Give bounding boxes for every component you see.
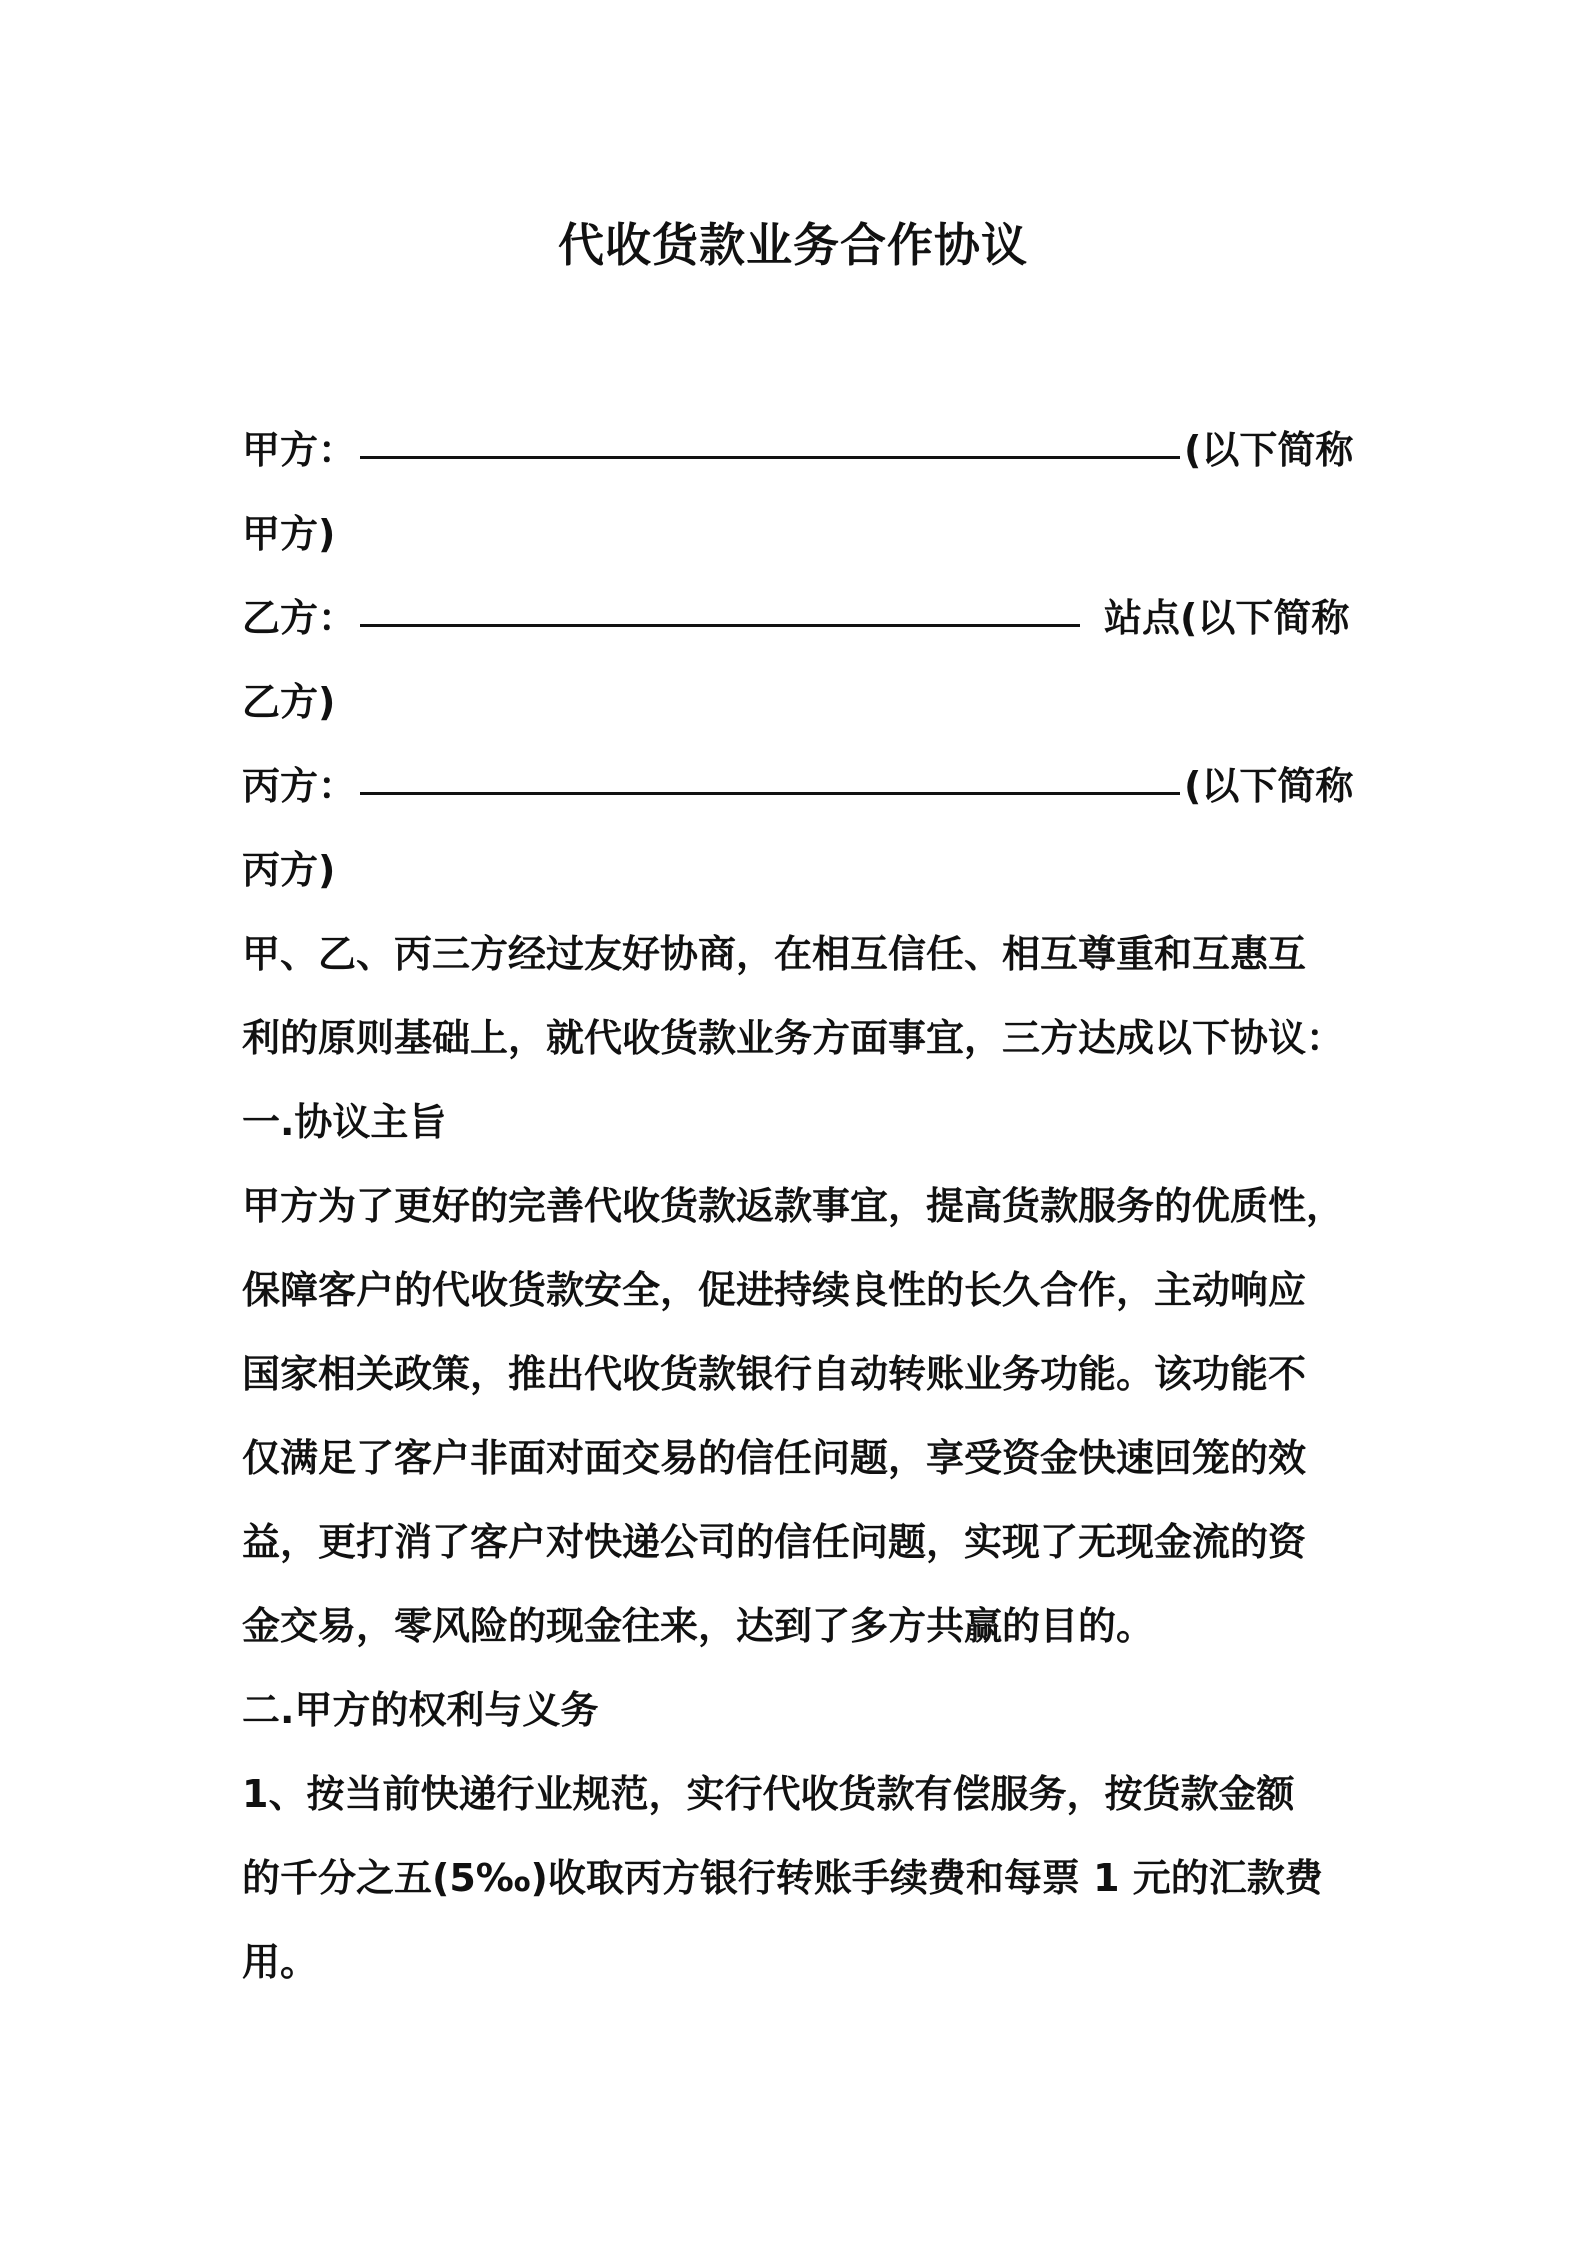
- section1-line-3: 国家相关政策，推出代收货款银行自动转账业务功能。该功能不: [242, 1352, 1307, 1396]
- section2-line-1: 1、按当前快递行业规范，实行代收货款有偿服务，按货款金额: [242, 1772, 1295, 1816]
- party-c-line: [242, 744, 1372, 828]
- party-b-line: [242, 576, 1372, 660]
- document-title: 代收货款业务合作协议: [558, 218, 1028, 272]
- party-a-line: [242, 408, 1372, 492]
- party-b-continuation: 乙方): [242, 680, 336, 724]
- intro-line-1: 甲、乙、丙三方经过友好协商，在相互信任、相互尊重和互惠互: [242, 932, 1307, 976]
- section2-line-2: 的千分之五(5‰)收取丙方银行转账手续费和每票 1 元的汇款费: [242, 1856, 1323, 1900]
- party-c-suffix: (以下简称: [1184, 764, 1354, 808]
- section2-line-3: 用。: [242, 1940, 319, 1984]
- party-c-label: 丙方：: [242, 764, 357, 808]
- section1-line-5: 益，更打消了客户对快递公司的信任问题，实现了无现金流的资: [242, 1520, 1307, 1564]
- section1-line-6: 金交易，零风险的现金往来，达到了多方共赢的目的。: [242, 1604, 1155, 1648]
- section2-heading: 二.甲方的权利与义务: [242, 1688, 599, 1732]
- intro-line-2: 利的原则基础上，就代收货款业务方面事宜，三方达成以下协议：: [242, 1016, 1345, 1060]
- party-b-suffix: 站点(以下简称: [1104, 596, 1350, 640]
- section1-line-2: 保障客户的代收货款安全，促进持续良性的长久合作，主动响应: [242, 1268, 1307, 1312]
- party-c-continuation: 丙方): [242, 848, 336, 892]
- section1-line-1: 甲方为了更好的完善代收货款返款事宜，提高货款服务的优质性，: [242, 1184, 1345, 1228]
- party-a-blank: [360, 416, 1180, 459]
- party-a-suffix: (以下简称: [1184, 428, 1354, 472]
- party-b-label: 乙方：: [242, 596, 357, 640]
- party-c-blank: [360, 752, 1180, 795]
- section1-line-4: 仅满足了客户非面对面交易的信任问题，享受资金快速回笼的效: [242, 1436, 1307, 1480]
- party-a-label: 甲方：: [242, 428, 357, 472]
- party-a-continuation: 甲方): [242, 512, 336, 556]
- party-b-blank: [360, 584, 1080, 627]
- section1-heading: 一.协议主旨: [242, 1100, 447, 1144]
- document-body: [242, 408, 1372, 2004]
